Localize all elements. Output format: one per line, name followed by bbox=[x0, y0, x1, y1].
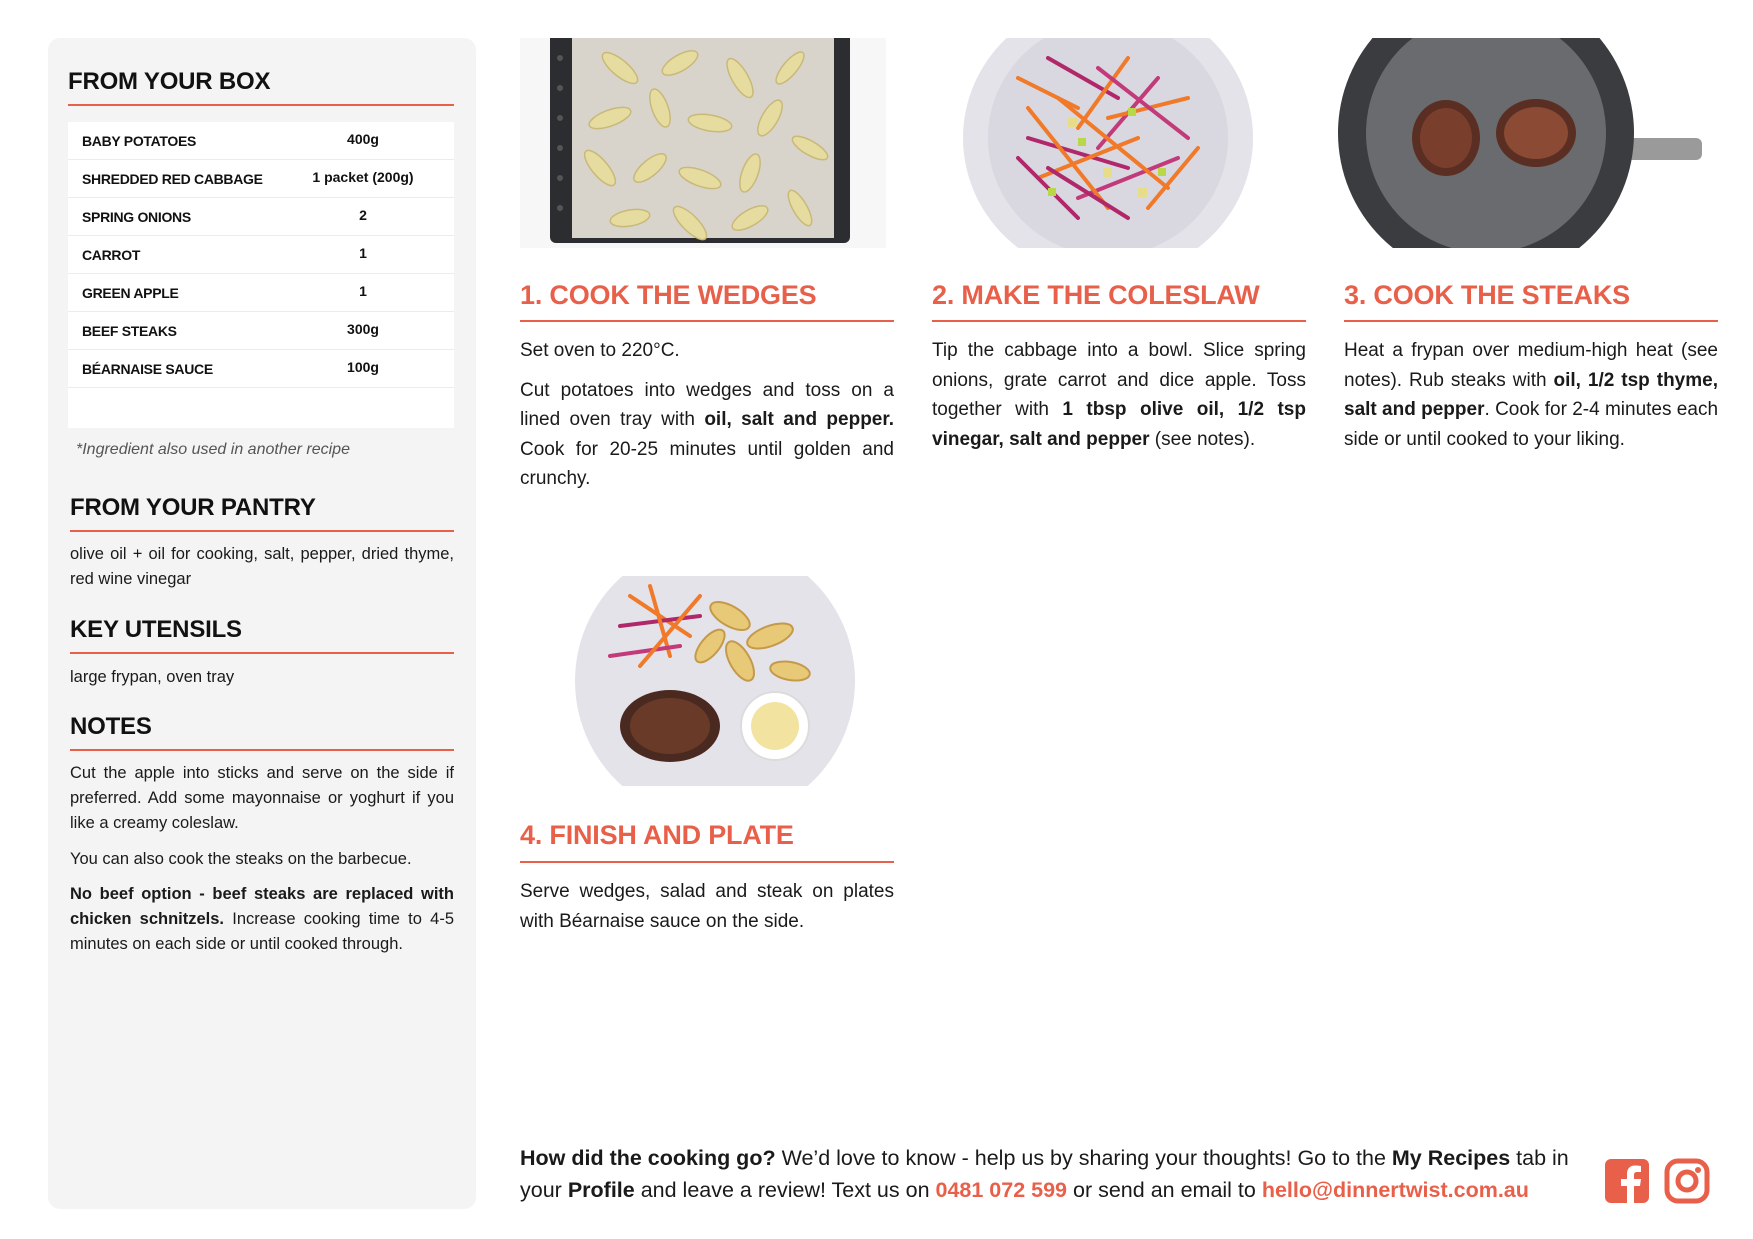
ingredient-row bbox=[68, 160, 454, 198]
facebook-icon[interactable] bbox=[1604, 1158, 1650, 1204]
feedback-text-2: tab in your bbox=[520, 1146, 1569, 1202]
ingredient-name: CARROT bbox=[82, 247, 141, 263]
step-divider bbox=[932, 320, 1306, 322]
notes-heading: NOTES bbox=[70, 713, 152, 740]
ingredients-sidebar bbox=[48, 38, 476, 1209]
ingredient-qty: 400g bbox=[347, 131, 379, 147]
ingredient-row bbox=[68, 198, 454, 236]
feedback-text-4: or send an email to bbox=[1067, 1178, 1262, 1202]
email-link[interactable]: hello@dinnertwist.com.au bbox=[1261, 1178, 1529, 1202]
phone-link[interactable]: 0481 072 599 bbox=[935, 1178, 1068, 1202]
coleslaw-illustration bbox=[928, 38, 1298, 248]
step-2-c: (see notes). bbox=[1149, 428, 1256, 450]
step-3-a: Heat a frypan over medium-high heat (see notes). Rub steaks with bbox=[1344, 340, 1718, 391]
pantry-text: olive oil + oil for cooking, salt, pepper, dried thyme, red wine vinegar bbox=[70, 545, 454, 588]
step-1-wedges-a: Cut potatoes into wedges and toss on a lined oven tray with bbox=[520, 379, 894, 430]
step-1-oven: Set oven to 220°C. bbox=[520, 340, 680, 361]
step-1-wedges-c: Cook for 20-25 minutes until golden and crunchy. bbox=[520, 438, 894, 489]
step-4-title: 4. FINISH AND PLATE bbox=[520, 820, 794, 850]
wedges-photo bbox=[520, 38, 886, 248]
ingredient-qty: 1 packet (200g) bbox=[312, 169, 414, 185]
step-3-text bbox=[1344, 336, 1718, 464]
step-2-title: 2. MAKE THE COLESLAW bbox=[932, 280, 1260, 310]
ingredient-name: BEEF STEAKS bbox=[82, 323, 177, 339]
ingredient-name: SHREDDED RED CABBAGE bbox=[82, 171, 263, 187]
plated-illustration bbox=[520, 576, 886, 786]
instagram-icon[interactable] bbox=[1664, 1158, 1710, 1204]
step-divider bbox=[520, 320, 894, 322]
step-3-title: 3. COOK THE STEAKS bbox=[1344, 280, 1630, 310]
profile-label: Profile bbox=[567, 1178, 635, 1202]
coleslaw-photo bbox=[928, 38, 1298, 248]
step-3-b: oil, 1/2 tsp thyme, salt and pepper bbox=[1344, 369, 1718, 420]
step-4-plate: Serve wedges, salad and steak on plates with Béarnaise sauce on the side. bbox=[520, 881, 894, 932]
heading-divider bbox=[70, 652, 454, 654]
note-no-beef-bold: No beef option - beef steaks are replaced with chicken schnitzels. bbox=[70, 885, 454, 928]
feedback-text-1: We’d love to know - help us by sharing your thoughts! Go to the bbox=[775, 1146, 1392, 1170]
ingredient-name: BÉARNAISE SAUCE bbox=[82, 361, 213, 377]
ingredient-qty: 100g bbox=[347, 359, 379, 375]
heading-divider bbox=[70, 530, 454, 532]
feedback-question: How did the cooking go? bbox=[520, 1146, 776, 1170]
plated-photo bbox=[520, 576, 886, 786]
ingredient-name: SPRING ONIONS bbox=[82, 209, 191, 225]
note-no-beef bbox=[70, 882, 454, 957]
my-recipes-label: My Recipes bbox=[1391, 1146, 1511, 1170]
step-2-b: 1 tbsp olive oil, 1/2 tsp vinegar, salt and pepper bbox=[932, 399, 1306, 450]
from-your-box-heading: FROM YOUR BOX bbox=[68, 68, 271, 95]
feedback-text-3: and leave a review! Text us on bbox=[634, 1178, 936, 1202]
ingredient-name: GREEN APPLE bbox=[82, 285, 179, 301]
steaks-illustration bbox=[1336, 38, 1702, 248]
ingredient-qty: 2 bbox=[359, 207, 367, 223]
ingredient-footnote: *Ingredient also used in another recipe bbox=[76, 441, 350, 458]
step-divider bbox=[1344, 320, 1718, 322]
ingredient-qty: 300g bbox=[347, 321, 379, 337]
step-divider bbox=[520, 861, 894, 863]
note-no-beef-rest: Increase cooking time to 4-5 minutes on each side or until cooked through. bbox=[70, 910, 455, 953]
step-2-a: Tip the cabbage into a bowl. Slice spring onions, grate carrot and dice apple. Toss together with bbox=[932, 340, 1306, 420]
ingredient-qty: 1 bbox=[359, 245, 367, 261]
step-1-wedges bbox=[520, 376, 894, 494]
steaks-photo bbox=[1336, 38, 1702, 248]
heading-divider bbox=[68, 104, 454, 106]
step-3-c: . Cook for 2-4 minutes each side or until cooked to your liking. bbox=[1344, 399, 1719, 450]
step-1-title: 1. COOK THE WEDGES bbox=[520, 280, 817, 310]
step-1-wedges-b: oil, salt and pepper. bbox=[704, 409, 895, 430]
utensils-text: large frypan, oven tray bbox=[70, 668, 235, 686]
from-your-pantry-heading: FROM YOUR PANTRY bbox=[70, 494, 316, 521]
ingredient-row bbox=[68, 236, 454, 274]
step-3-steaks bbox=[1344, 336, 1718, 454]
key-utensils-heading: KEY UTENSILS bbox=[70, 616, 242, 643]
ingredient-name: BABY POTATOES bbox=[82, 133, 197, 149]
step-4-text bbox=[520, 877, 894, 946]
feedback-message bbox=[520, 1142, 1580, 1206]
step-2-text bbox=[932, 336, 1306, 464]
ingredient-row bbox=[68, 122, 454, 160]
ingredient-row bbox=[68, 274, 454, 312]
ingredient-qty: 1 bbox=[359, 283, 367, 299]
note-barbecue: You can also cook the steaks on the barbecue. bbox=[70, 850, 412, 868]
ingredient-row bbox=[68, 350, 454, 388]
ingredients-table bbox=[68, 122, 454, 428]
note-apple: Cut the apple into sticks and serve on the side if preferred. Add some mayonnaise or yoghurt if you like a creamy coleslaw. bbox=[70, 764, 454, 832]
step-1-text bbox=[520, 336, 894, 504]
ingredient-row bbox=[68, 312, 454, 350]
heading-divider bbox=[70, 749, 454, 751]
step-2-coleslaw bbox=[932, 336, 1306, 454]
wedges-illustration bbox=[520, 38, 886, 248]
